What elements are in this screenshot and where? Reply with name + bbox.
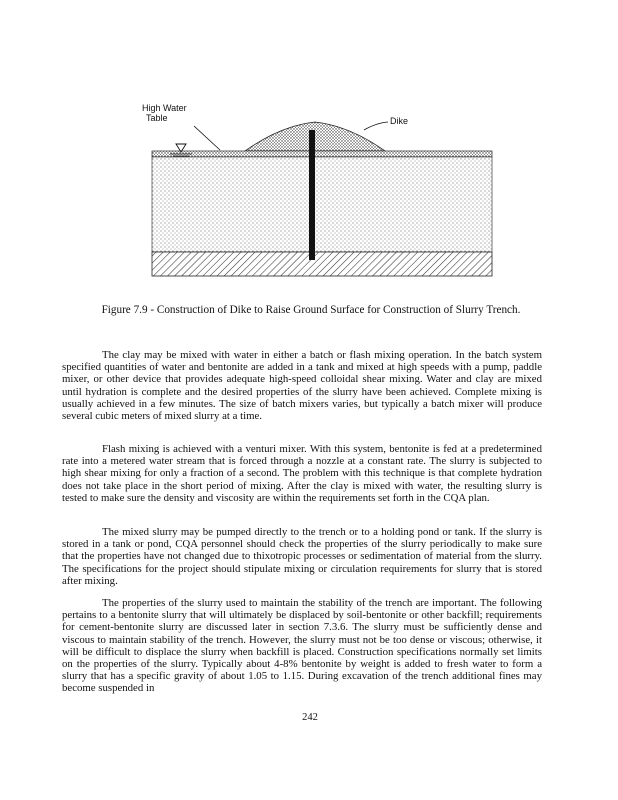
label-table: Table (146, 113, 168, 123)
paragraph-batch-mixing: The clay may be mixed with water in either a batch or flash mixing operation. In the batch system specified quantities of water and bentonite are added in a tank and mixed at high speeds with a pump, paddle mixer, or other device that provides adequate high-speed colloidal shear mixing. Water and clay are mixed until hydration is complete and the desired properties of the slurry have been achieved. Complete mixing is usually achieved in a few minutes. The size of batch mixers varies, but typically a batch mixer will produce several cubic meters of mixed slurry at a time. (62, 349, 542, 423)
water-table-leader (194, 126, 220, 150)
ground-surface-layer (152, 151, 492, 157)
label-high-water: High Water (142, 103, 187, 113)
soil-layer (152, 157, 492, 252)
page-number: 242 (302, 712, 318, 723)
label-dike: Dike (390, 116, 409, 126)
dike-figure (140, 98, 515, 278)
slurry-trench (309, 130, 315, 260)
dike-leader (364, 122, 388, 130)
figure-caption: Figure 7.9 - Construction of Dike to Raise Ground Surface for Construction of Slurry Trench. (101, 304, 521, 316)
paragraph-slurry-storage: The mixed slurry may be pumped directly to the trench or to a holding pond or tank. If the slurry is stored in a tank or pond, CQA personnel should check the properties of the slurry periodically to make sure that the properties have not changed due to thixotropic processes or sedimentation of material from the slurry. The specifications for the project should stipulate mixing or circulation requirements for slurry that is stored after mixing. (62, 526, 542, 587)
paragraph-slurry-properties: The properties of the slurry used to maintain the stability of the trench are important. The following pertains to a bentonite slurry that will ultimately be displaced by soil-bentonite or other backfill; requirements for cement-bentonite slurry are discussed later in section 7.3.6. The slurry must be sufficiently dense and viscous to maintain stability of the trench. However, the slurry must not be too dense or viscous; otherwise, it will be difficult to displace the slurry when backfill is placed. Construction specifications normally set limits on the properties of the slurry. Typically about 4-8% bentonite by weight is added to fresh water to form a slurry that has a specific gravity of about 1.05 to 1.15. During excavation of the trench additional fines may become suspended in (62, 597, 542, 695)
paragraph-flash-mixing: Flash mixing is achieved with a venturi mixer. With this system, bentonite is fed at a predetermined rate into a metered water stream that is forced through a nozzle at a constant rate. The slurry is subjected to high shear mixing for only a fraction of a second. The problem with this technique is that complete hydration does not take place in the short period of mixing. After the clay is mixed with water, the resulting slurry is tested to make sure the density and viscosity are within the requirements set forth in the CQA plan. (62, 443, 542, 504)
aquitard-layer (152, 252, 492, 276)
dike-cross-section-diagram (140, 98, 515, 278)
